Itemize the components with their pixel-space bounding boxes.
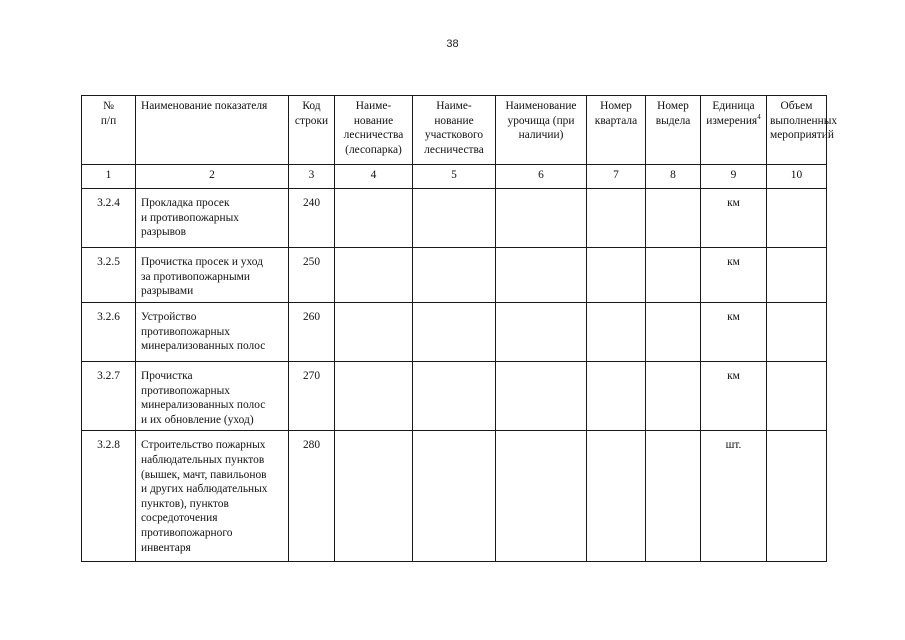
column-number: 4 [335,165,413,189]
header-no: № п/п [82,96,136,165]
volume-cell [767,431,827,562]
header-unit: Единица измерения$^4$ [701,96,767,165]
page-number: 38 [446,38,459,50]
row-code: 260 [289,303,335,362]
row-code: 270 [289,362,335,431]
tract-cell [496,303,587,362]
quarter-cell [587,303,646,362]
indicator-name: Строительство пожарных наблюдательных пунктов (вышек, мачт, павильонов и других наблюдательных пунктов), пунктов сосредоточения противопожарного инвентаря [136,431,289,562]
volume-cell [767,362,827,431]
table-row [82,431,827,562]
unit-cell: шт. [701,431,767,562]
district-forestry-cell [413,189,496,248]
column-number: 3 [289,165,335,189]
column-number: 9 [701,165,767,189]
header-indicator: Наименование показателя [136,96,289,165]
quarter-cell [587,431,646,562]
row-number: 3.2.7 [82,362,136,431]
row-code: 240 [289,189,335,248]
tract-cell [496,431,587,562]
header-quarter: Номер квартала [587,96,646,165]
volume-cell [767,248,827,303]
unit-cell: км [701,189,767,248]
indicator-name: Прочистка противопожарных минерализованных полос и их обновление (уход) [136,362,289,431]
header-tract: Наименование урочища (при наличии) [496,96,587,165]
table-row [82,189,827,248]
unit-cell: км [701,303,767,362]
quarter-cell [587,362,646,431]
allotment-cell [646,303,701,362]
header-code: Код строки [289,96,335,165]
column-number: 1 [82,165,136,189]
table-row [82,248,827,303]
unit-cell: км [701,362,767,431]
column-number: 5 [413,165,496,189]
district-forestry-cell [413,362,496,431]
forestry-cell [335,248,413,303]
table-row [82,362,827,431]
allotment-cell [646,248,701,303]
forestry-cell [335,431,413,562]
row-number: 3.2.6 [82,303,136,362]
allotment-cell [646,362,701,431]
district-forestry-cell [413,303,496,362]
allotment-cell [646,189,701,248]
indicator-name: Прочистка просек и уход за противопожарными разрывами [136,248,289,303]
header-row [82,96,827,165]
forestry-cell [335,189,413,248]
allotment-cell [646,431,701,562]
indicator-name: Устройство противопожарных минерализованных полос [136,303,289,362]
row-number: 3.2.5 [82,248,136,303]
column-number: 2 [136,165,289,189]
report-table [81,95,838,562]
unit-cell: км [701,248,767,303]
column-number: 10 [767,165,827,189]
header-forestry: Наиме- нование лесничества (лесопарка) [335,96,413,165]
footnote-mark: 4 [757,112,761,121]
row-number: 3.2.8 [82,431,136,562]
row-number: 3.2.4 [82,189,136,248]
volume-cell [767,303,827,362]
forestry-cell [335,303,413,362]
table-row [82,303,827,362]
column-number: 7 [587,165,646,189]
tract-cell [496,362,587,431]
column-number-row [82,165,827,189]
quarter-cell [587,189,646,248]
indicator-name: Прокладка просек и противопожарных разрывов [136,189,289,248]
tract-cell [496,189,587,248]
row-code: 280 [289,431,335,562]
quarter-cell [587,248,646,303]
column-number: 6 [496,165,587,189]
column-number: 8 [646,165,701,189]
district-forestry-cell [413,431,496,562]
header-allotment: Номер выдела [646,96,701,165]
tract-cell [496,248,587,303]
header-district-forestry: Наиме- нование участкового лесничества [413,96,496,165]
forestry-cell [335,362,413,431]
row-code: 250 [289,248,335,303]
header-volume: Объем выполненных мероприятий [767,96,827,165]
district-forestry-cell [413,248,496,303]
volume-cell [767,189,827,248]
